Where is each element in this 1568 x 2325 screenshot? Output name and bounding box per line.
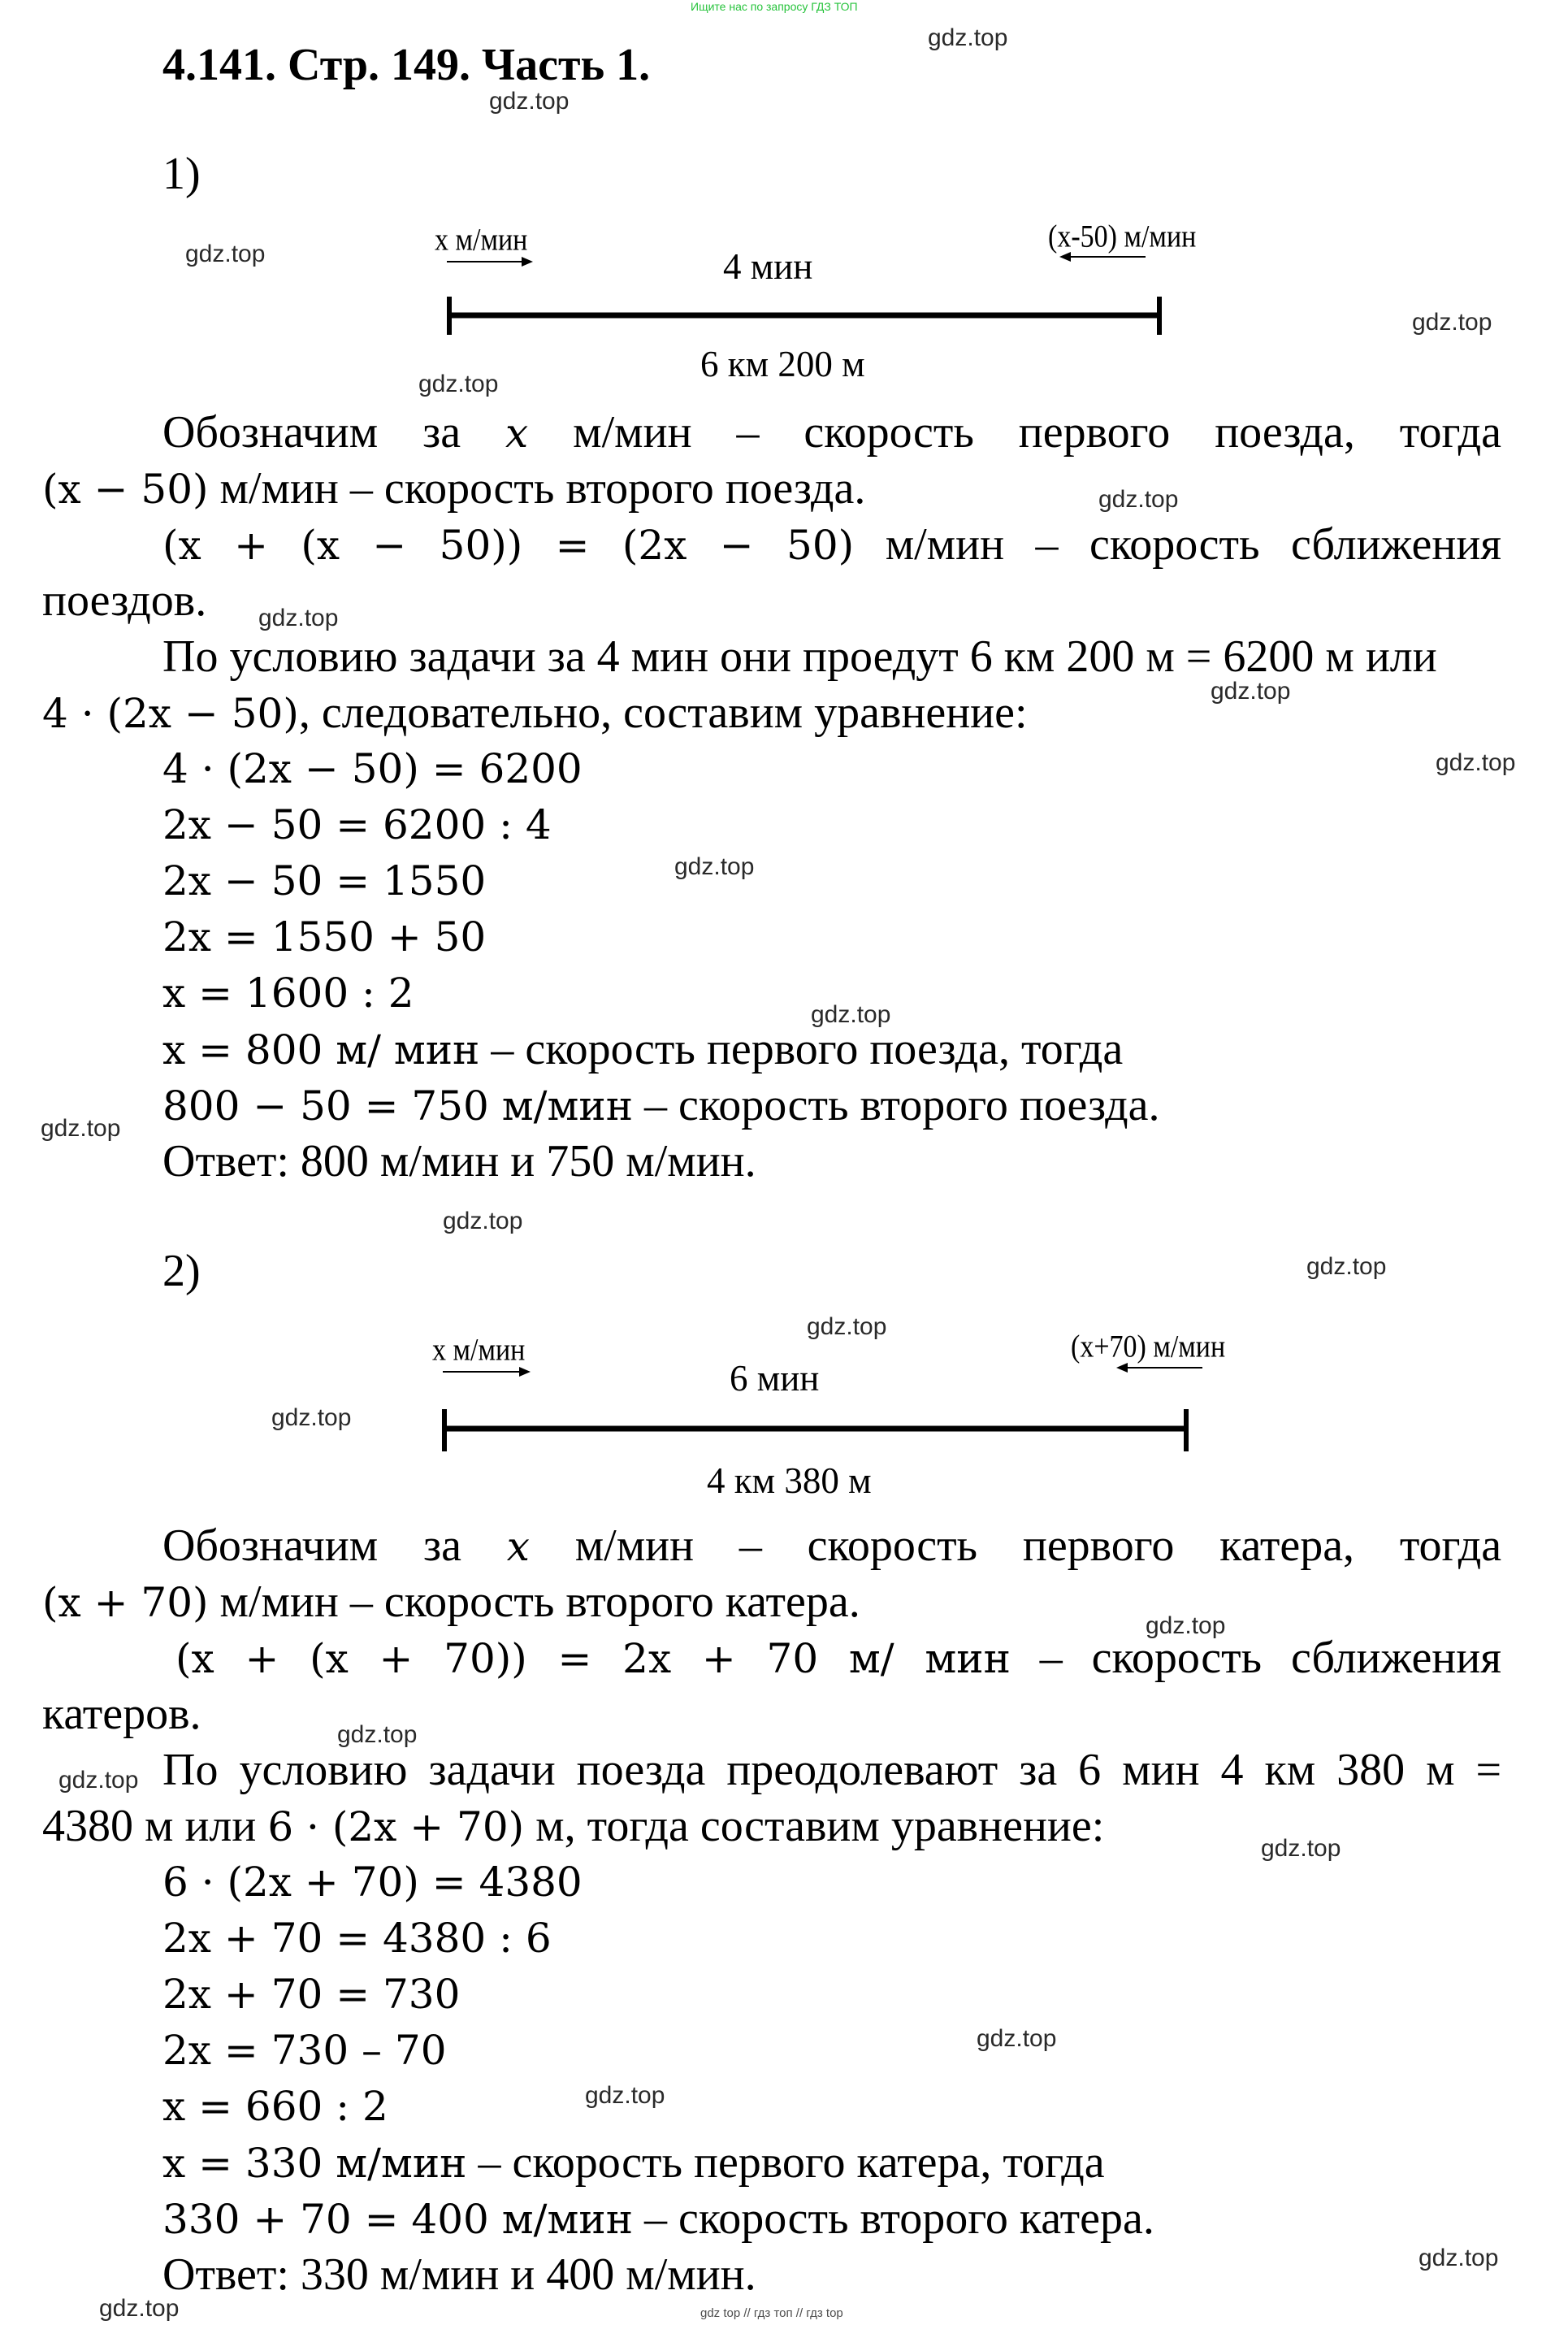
part2-para3-line2: 4380 м или 6 · (2x + 70) м, тогда составим уравнение: [42,1801,1105,1851]
left-speed-label: x м/мин [435,223,528,258]
right-speed-label: (x-50) м/мин [1048,219,1197,254]
part1-para3-line1: По условию задачи за 4 мин они проедут 6 км 200 м = 6200 м или [162,631,1437,682]
watermark: gdz.top [271,1404,352,1431]
part2-para2-line1: (x + (x + 70)) = 2x + 70 м/ мин – скорость сближения [175,1633,1501,1683]
time-label: 6 мин [730,1358,820,1399]
watermark: gdz.top [811,1001,891,1028]
part2-result1: x = 330 м/мин – скорость первого катера, тогда [162,2137,1105,2188]
part1-equation: x = 1600 : 2 [162,969,414,1017]
watermark: gdz.top [585,2082,665,2109]
left-speed-label: x м/мин [432,1333,526,1368]
watermark: gdz.top [807,1313,887,1340]
watermark: gdz.top [99,2295,180,2322]
watermark: gdz.top [443,1208,523,1234]
watermark: gdz.top [1146,1612,1226,1639]
part2-para1-line1: Обозначим за x м/мин – скорость первого катера, тогда [162,1520,1502,1571]
part1-answer: Ответ: 800 м/мин и 750 м/мин. [162,1136,756,1186]
watermark: gdz.top [258,605,339,631]
part1-para1-line1: Обозначим за x м/мин – скорость первого поезда, тогда [162,407,1502,458]
watermark: gdz.top [185,241,266,267]
distance-label: 4 км 380 м [707,1460,872,1501]
right-speed-label: (x+70) м/мин [1071,1330,1226,1364]
distance-label: 6 км 200 м [700,344,865,384]
part1-result2: 800 − 50 = 750 м/мин – скорость второго поезда. [162,1080,1160,1130]
watermark: gdz.top [1436,749,1516,776]
watermark: gdz.top [674,853,755,880]
part1-equation: 2x − 50 = 1550 [162,857,487,904]
part2-result2: 330 + 70 = 400 м/мин – скорость второго катера. [162,2193,1154,2244]
part1-para1-line2: (x − 50) м/мин – скорость второго поезда. [42,463,866,514]
part1-para2-line2: поездов. [42,575,207,626]
watermark: gdz.top [1419,2245,1499,2271]
watermark: gdz.top [977,2025,1057,2052]
watermark: gdz.top [1412,309,1492,336]
watermark: gdz.top [1261,1835,1341,1862]
watermark: gdz.top [418,371,499,397]
page-title: 4.141. Стр. 149. Часть 1. [162,40,651,90]
right-arrowhead-icon [519,1367,531,1377]
part1-equation: 2x = 1550 + 50 [162,913,487,961]
part1-equation: 2x − 50 = 6200 : 4 [162,801,552,848]
part2-para2-line2: катеров. [42,1689,201,1739]
watermark: gdz.top [928,24,1008,51]
time-label: 4 мин [723,246,813,287]
watermark: gdz.top [489,88,570,115]
part2-equation: 2x = 730 – 70 [162,2027,447,2074]
part1-equation: 4 · (2x − 50) = 6200 [162,745,583,792]
part2-answer: Ответ: 330 м/мин и 400 м/мин. [162,2249,756,2300]
watermark: gdz.top [1306,1253,1387,1280]
watermark: gdz.top [41,1115,121,1142]
watermark: gdz.top [337,1721,418,1748]
part2-equation: x = 660 : 2 [162,2083,388,2130]
part1-para3-line2: 4 · (2x − 50), следовательно, составим уравнение: [42,688,1028,738]
part2-para1-line2: (x + 70) м/мин – скорость второго катера. [42,1577,860,1627]
left-arrowhead-icon [1116,1363,1128,1373]
part2-equation: 2x + 70 = 4380 : 6 [162,1915,552,1962]
watermark: gdz.top [1098,486,1179,513]
part2-para3-line1: По условию задачи поезда преодолевают за 6 мин 4 км 380 м = [162,1745,1502,1795]
part2-equation: 2x + 70 = 730 [162,1971,461,2018]
part1-para2-line1: (x + (x − 50)) = (2x − 50) м/мин – скорость сближения [162,519,1502,570]
top-banner: Ищите нас по запросу ГДЗ ТОП [691,0,858,13]
part2-equation: 6 · (2x + 70) = 4380 [162,1859,583,1906]
watermark: gdz.top [58,1767,139,1794]
part1-label: 1) [162,149,201,199]
bottom-banner: gdz top // гдз топ // гдз top [700,2306,843,2320]
watermark: gdz.top [1211,678,1291,705]
part2-label: 2) [162,1246,201,1296]
part1-result1: x = 800 м/ мин – скорость первого поезда, тогда [162,1024,1124,1074]
